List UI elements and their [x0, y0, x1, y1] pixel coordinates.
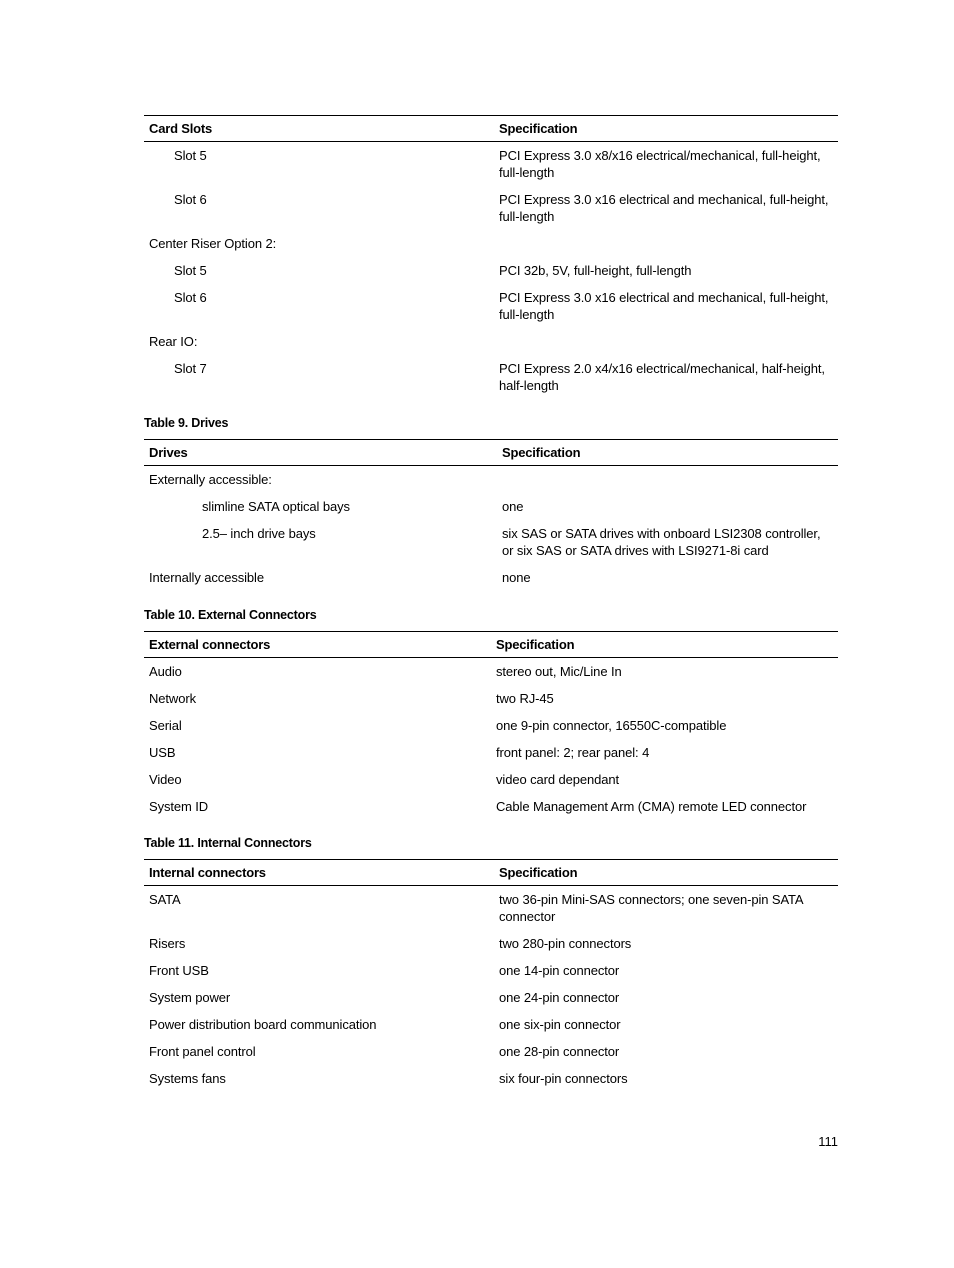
table-row [144, 493, 838, 520]
row-label: Rear IO: [149, 334, 198, 349]
table-row [144, 1065, 838, 1092]
row-label: Serial [149, 718, 182, 733]
row-spec: PCI Express 3.0 x8/x16 electrical/mechanical, full-height, full-length [499, 148, 821, 180]
row-label: System ID [149, 799, 209, 814]
table-row [144, 685, 838, 712]
row-label: Risers [149, 936, 186, 951]
row-spec: one [502, 499, 524, 514]
table-row [144, 186, 838, 230]
row-label: Externally accessible: [149, 472, 272, 487]
page-number: 111 [818, 1134, 838, 1149]
table-row [144, 793, 838, 820]
row-spec [494, 328, 838, 355]
table-row [144, 712, 838, 739]
row-label: Front USB [149, 963, 209, 978]
table-row [144, 328, 838, 355]
col-header: Drives [144, 440, 497, 466]
row-label: Slot 6 [174, 290, 207, 305]
row-label: System power [149, 990, 231, 1005]
table-row [144, 230, 838, 257]
row-label: Center Riser Option 2: [149, 236, 277, 251]
table-row [144, 564, 838, 591]
row-spec: video card dependant [496, 772, 620, 787]
table-row [144, 142, 838, 187]
table-row [144, 257, 838, 284]
row-spec: PCI 32b, 5V, full-height, full-length [499, 263, 692, 278]
row-label: slimline SATA optical bays [202, 499, 350, 514]
external-connectors-table [144, 631, 838, 820]
table-caption: Table 11. Internal Connectors [144, 836, 312, 850]
col-header: Internal connectors [144, 860, 494, 886]
row-label: Front panel control [149, 1044, 256, 1059]
row-label: Internally accessible [149, 570, 264, 585]
row-spec: one 14-pin connector [499, 963, 620, 978]
col-header: Card Slots [144, 116, 494, 142]
row-label: USB [149, 745, 176, 760]
table-row [144, 284, 838, 328]
row-spec: front panel: 2; rear panel: 4 [496, 745, 650, 760]
row-spec: none [502, 570, 531, 585]
table-row [144, 886, 838, 931]
col-header: Specification [494, 116, 838, 142]
row-label: Slot 7 [174, 361, 207, 376]
row-spec: two 36-pin Mini-SAS connectors; one seven-pin SATA connector [499, 892, 803, 924]
row-spec: PCI Express 3.0 x16 electrical and mechanical, full-height, full-length [499, 192, 829, 224]
row-spec: PCI Express 2.0 x4/x16 electrical/mechanical, half-height, half-length [499, 361, 825, 393]
row-spec: six four-pin connectors [499, 1071, 628, 1086]
row-label: Network [149, 691, 196, 706]
table-row [144, 739, 838, 766]
table-row [144, 766, 838, 793]
table-row [144, 658, 838, 686]
row-label: Video [149, 772, 182, 787]
row-spec: one 28-pin connector [499, 1044, 620, 1059]
row-spec: one 9-pin connector, 16550C-compatible [496, 718, 727, 733]
row-spec: PCI Express 3.0 x16 electrical and mechanical, full-height, full-length [499, 290, 829, 322]
table-caption: Table 10. External Connectors [144, 608, 317, 622]
table-row [144, 1038, 838, 1065]
table-caption: Table 9. Drives [144, 416, 229, 430]
col-header: Specification [497, 440, 838, 466]
row-spec: two RJ-45 [496, 691, 554, 706]
col-header: Specification [494, 860, 838, 886]
table-row [144, 466, 838, 494]
table-row [144, 355, 838, 399]
row-label: Slot 5 [174, 148, 207, 163]
table-row [144, 957, 838, 984]
row-spec [494, 230, 838, 257]
drives-table [144, 439, 838, 591]
row-spec: stereo out, Mic/Line In [496, 664, 622, 679]
row-label: 2.5– inch drive bays [202, 526, 316, 541]
row-label: Systems fans [149, 1071, 226, 1086]
row-spec: six SAS or SATA drives with onboard LSI2308 controller, or six SAS or SATA drives with LSI9271-8i card [502, 526, 821, 558]
row-label: Slot 5 [174, 263, 207, 278]
internal-connectors-table [144, 859, 838, 1092]
row-spec: Cable Management Arm (CMA) remote LED connector [496, 799, 807, 814]
table-row [144, 520, 838, 564]
card-slots-table [144, 115, 838, 399]
row-spec: one six-pin connector [499, 1017, 621, 1032]
row-spec: one 24-pin connector [499, 990, 620, 1005]
col-header: Specification [491, 632, 838, 658]
table-row [144, 984, 838, 1011]
row-spec [497, 466, 838, 494]
row-label: SATA [149, 892, 181, 907]
row-label: Audio [149, 664, 182, 679]
table-row [144, 1011, 838, 1038]
table-row [144, 930, 838, 957]
row-label: Power distribution board communication [149, 1017, 377, 1032]
row-spec: two 280-pin connectors [499, 936, 632, 951]
row-label: Slot 6 [174, 192, 207, 207]
col-header: External connectors [144, 632, 491, 658]
